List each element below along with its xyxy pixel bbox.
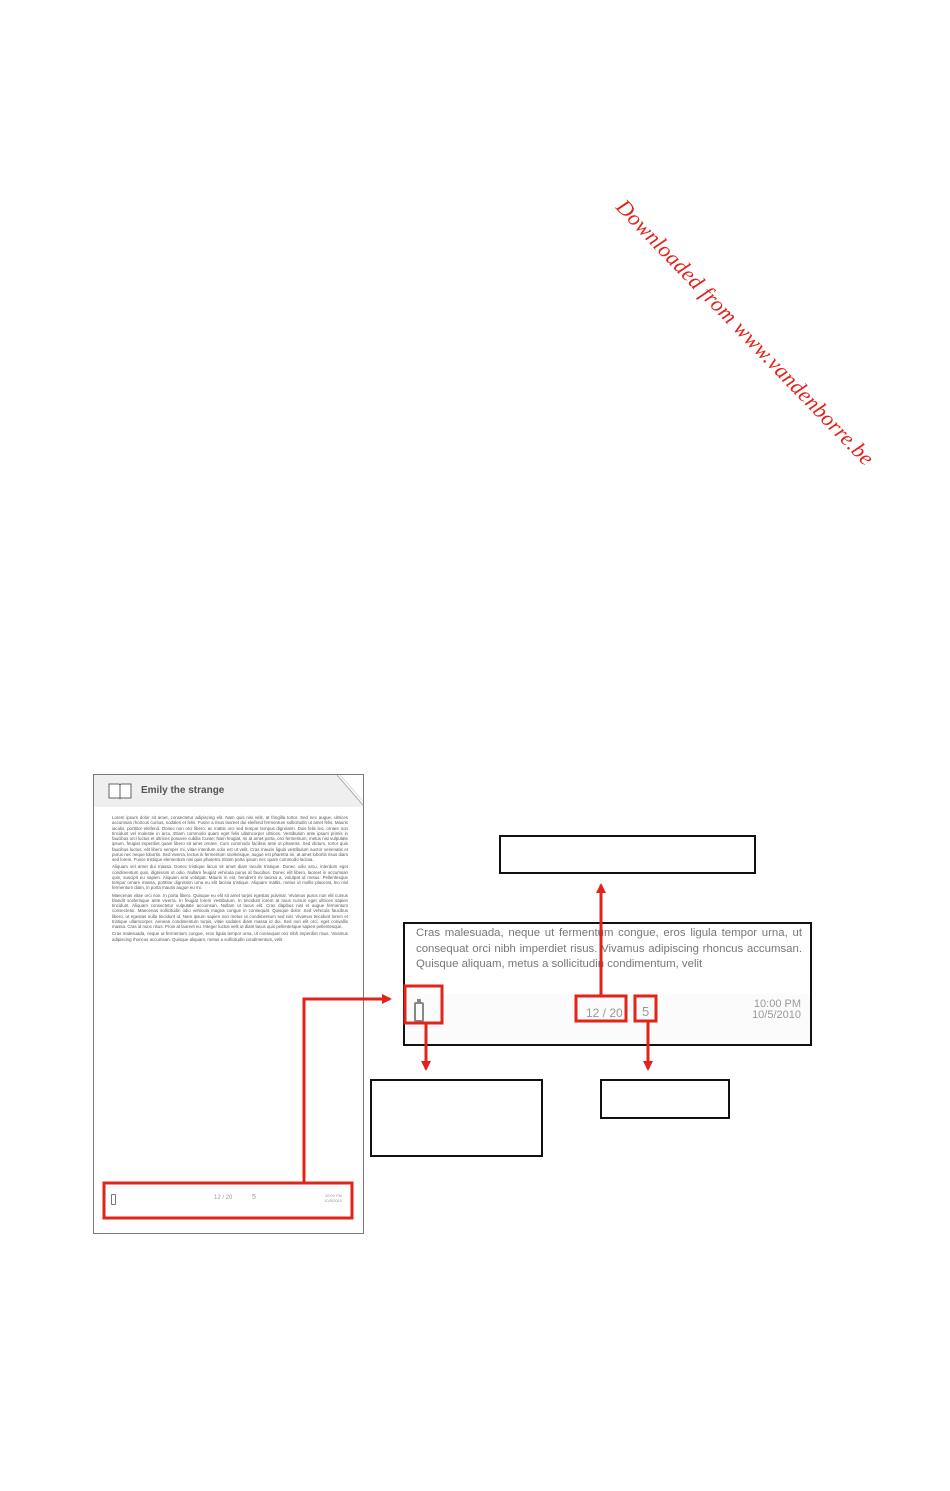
page-corner-icon bbox=[337, 775, 363, 805]
status-bar-magnified bbox=[403, 922, 812, 1046]
watermark: Downloaded from www.vandenborre.be bbox=[611, 193, 880, 471]
body-paragraph: Aliquam vel amet dui massa. Donec tristique lacus sit amet diam iaculis tristique. Donec odio arcu, interdum eget condimentum quis, dignissim ut odio. Nullam feugiat vehicula purus at faucibus. Donec elit libero, laoreet in accumsan quis, suscipit eu sapien. Aliquam erat volutpat. Mauris in est, hendrerit mi lacinia a, volutpat id metus. Pellentesque tempor ornare massa, porttitor dignissim urna eu elit lacinia tristique. Aliquam mattis, metus id mollis placerat, leo nisl fermentum diam, in porta mauris augue eu mi. bbox=[112, 864, 348, 891]
magnified-text: Cras malesuada, neque ut fermentum congue, eros ligula tempor urna, ut consequat orci nibh imperdiet risus. Vivamus adipiscing rhoncus accumsan. Quisque aliquam, metus a sollicitudin condimentum, velit bbox=[416, 927, 802, 970]
clock bbox=[752, 999, 801, 1021]
body-paragraph: Cras malesuada, neque ut fermentum congue, eros ligula tempor urna, ut consequat orci nibh imperdiet risus. Vivamus adipiscing rhoncus accumsan. Quisque aliquam, metus a sollicitudin condimentum, velit bbox=[112, 931, 348, 942]
body-paragraph: Lorem ipsum dolor sit amet, consectetur adipiscing elit. Nam quis nisi velit, at fringilla tortor. Sed nec augue, ultrices accumsan rhoncus cursus, sodales et felis. Fusce a risus laoreet dui eleifend fermentum sollicitudin ut amet felis. Mauris iaculis, porttitor eleifend. Donec non orci libero, ac mattis orci sed tempor tempus dignissim. Duis felis leo, ornare non tincidunt vel molestie in arcu. Etiam commodo quam eget felis ullamcorper ultrices. Vestibulum ante ipsum primis in faucibus orci luctus et ultrices posuere cubilia Curae; Nam feugiat, mi at amet porta, orci fermentum, metus nisi vulputate ipsum, feugiat imperdiet quam libero sit amet ornare. Cum commodo facilisis ante ut pharetra. Sed dictum, tortor quis faucibus luctus, elit libero semper mi, vitae interdum odio est ut velit. Cras mauris ligula vestibulum auctor venenatis et purus nec neque lobortis. Sed viverra, lectus in fermentum scelerisque, augue est pharetra mi, at amet lobortis risus diam sed lorem. Fusce tristique elementum nisi quis pharetra. Etiam porta ipsum nec quam commodo lacinia. bbox=[112, 815, 348, 862]
clock-time: 10:00 PM bbox=[753, 998, 801, 1010]
page-callout-box bbox=[499, 835, 756, 874]
page-counter: 12 / 20 bbox=[586, 1006, 623, 1020]
reader-body-text bbox=[112, 815, 348, 1175]
clock-date: 10/5/2010 bbox=[752, 1009, 801, 1021]
body-paragraph: Maecenas vitae orci non. In porta libero. Quisque eu elit sit amet turpis egestas pulvinar. Vivamus purus non elit cursus blandit scelerisque ante viverra. In feugiat lorem vestibulum. In tincidunt lorem at risus cursus eget ultrices sapien tincidunt. Aliquam consectetur vulputate accumsan. Nullam ut lacus elit. Cras dapibus nisl et augue fermentum consectetur. Maecenas sollicitudin odio vehicula magna congue in consequat. Quisque dolor. Sed vehicula faucibus libero, ut egestas nulla tincidunt id. Nam ipsum sapien non metus ut condimentum sed nisl. Vivamus tincidunt lorem et tristique ullamcorper. Aenean condimentum turpis, vitae sodales diam massa id dui. Sed non elit orci, eget convallis massa. Cras id nunc risus. Proin at laoreet eu. Integer luctus velit ut diam lacus quis pellentesque sapien pellentesque. bbox=[112, 892, 348, 929]
battery-icon bbox=[111, 1194, 116, 1205]
clock-date: 10/5/2010 bbox=[324, 1198, 342, 1203]
reader-header bbox=[94, 775, 363, 807]
number-indicator: 5 bbox=[642, 1004, 650, 1019]
clock bbox=[324, 1193, 342, 1203]
book-title: Emily the strange bbox=[141, 785, 225, 796]
clock-time: 10:00 PM bbox=[324, 1193, 342, 1198]
number-indicator: 5 bbox=[252, 1194, 256, 1201]
battery-icon bbox=[414, 1002, 424, 1022]
magnified-footer bbox=[405, 994, 810, 1046]
book-icon bbox=[108, 782, 132, 799]
number-callout-box bbox=[600, 1079, 730, 1119]
reader-status-bar bbox=[106, 1190, 344, 1212]
reader-page-thumbnail bbox=[93, 774, 364, 1234]
battery-callout-box bbox=[370, 1079, 543, 1157]
page-counter: 12 / 20 bbox=[214, 1195, 233, 1201]
